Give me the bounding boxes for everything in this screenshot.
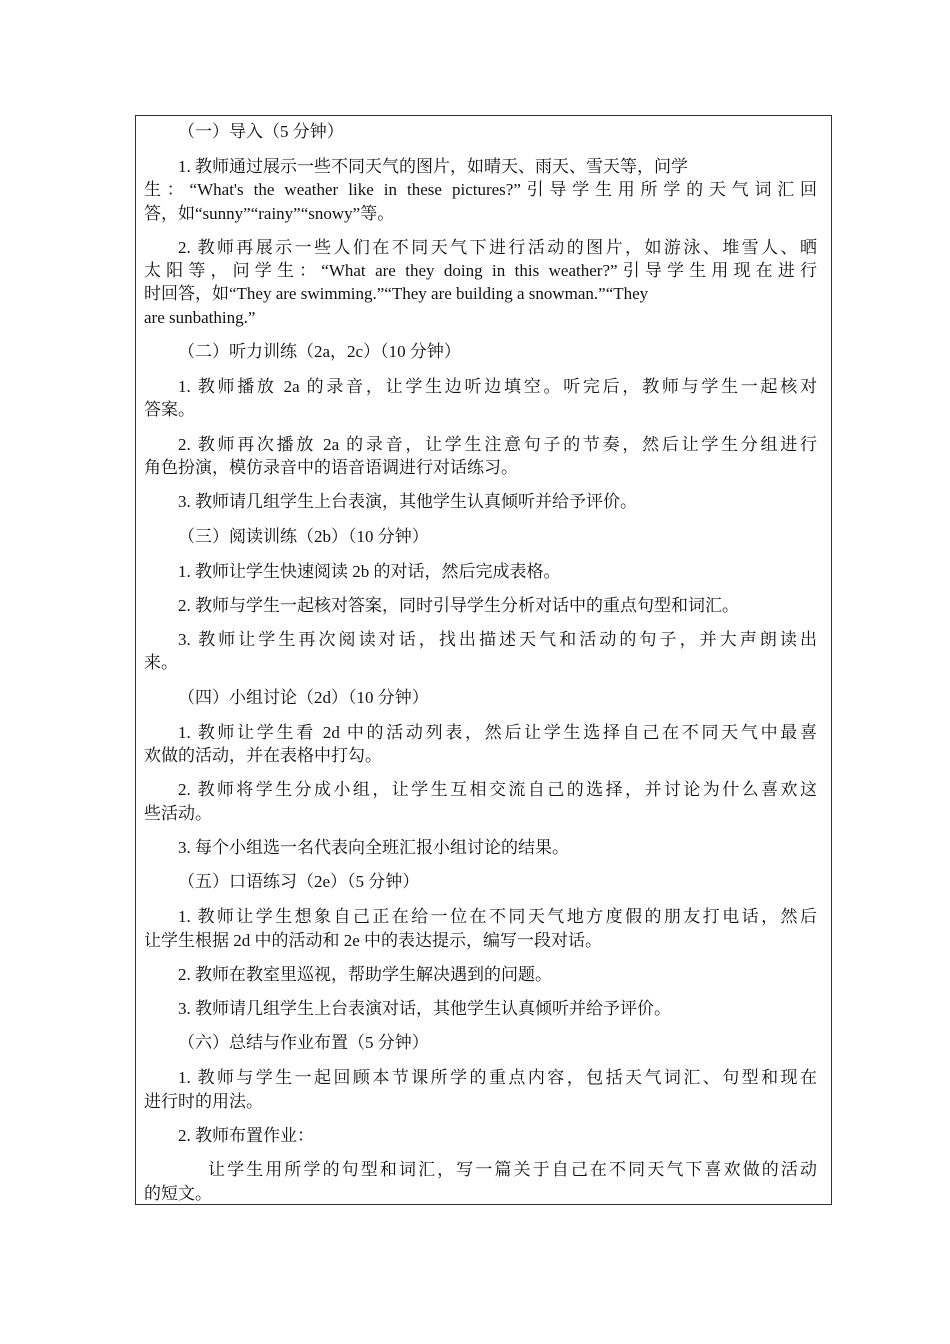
paragraph	[144, 721, 817, 768]
text-line: 角色扮演，模仿录音中的语音语调进行对话练习。	[144, 457, 518, 477]
text-line: 让学生用所学的句型和词汇，写一篇关于自己在不同天气下喜欢做的活动	[208, 1160, 817, 1180]
paragraph	[144, 836, 817, 859]
text-line: 2. 教师在教室里巡视，帮助学生解决遇到的问题。	[178, 964, 552, 984]
paragraph	[144, 1066, 817, 1113]
section-heading: （三）阅读训练（2b）（10 分钟）	[178, 526, 429, 546]
text-line: 来。	[144, 653, 178, 673]
text-line: 答案。	[144, 400, 195, 420]
paragraph	[144, 155, 817, 225]
text-line: 生：“What's the weather like in these pictures?”引导学生用所学的天气词汇回	[144, 180, 817, 200]
text-line: 2. 教师再次播放 2a 的录音，让学生注意句子的节奏，然后让学生分组进行	[178, 434, 817, 454]
text-line: 3. 教师请几组学生上台表演对话，其他学生认真倾听并给予评价。	[178, 999, 671, 1019]
section-heading: （六）总结与作业布置（5 分钟）	[178, 1033, 429, 1053]
paragraph	[144, 433, 817, 480]
section-heading: （一）导入（5 分钟）	[178, 122, 344, 141]
text-line: 时回答，如“They are swimming.”“They are building a snowman.”“They	[144, 284, 649, 304]
paragraph	[144, 997, 817, 1020]
homework-paragraph	[144, 1158, 817, 1205]
text-line: 3. 教师让学生再次阅读对话，找出描述天气和活动的句子，并大声朗读出	[178, 630, 817, 650]
paragraph	[144, 778, 817, 825]
section-heading: （二）听力训练（2a，2c）（10 分钟）	[178, 342, 461, 362]
text-line: 1. 教师让学生想象自己正在给一位在不同天气地方度假的朋友打电话，然后	[178, 907, 817, 927]
text-line: 1. 教师通过展示一些不同天气的图片，如晴天、雨天、雪天等，问学	[178, 157, 688, 176]
text-line: 3. 每个小组选一名代表向全班汇报小组讨论的结果。	[178, 837, 569, 857]
text-line: 让学生根据 2d 中的活动和 2e 中的表达提示，编写一段对话。	[144, 930, 603, 950]
paragraph	[144, 594, 817, 617]
text-line: 欢做的活动，并在表格中打勾。	[144, 746, 382, 766]
text-line: 1. 教师播放 2a 的录音，让学生边听边填空。听完后，教师与学生一起核对	[178, 377, 817, 397]
paragraph	[144, 560, 817, 583]
text-line: 2. 教师与学生一起核对答案，同时引导学生分析对话中的重点句型和词汇。	[178, 595, 739, 615]
text-line: 2. 教师布置作业：	[178, 1126, 314, 1146]
text-line: 1. 教师让学生看 2d 中的活动列表，然后让学生选择自己在不同天气中最喜	[178, 722, 817, 742]
paragraph	[144, 375, 817, 422]
text-line: 2. 教师将学生分成小组，让学生互相交流自己的选择，并讨论为什么喜欢这	[178, 780, 817, 800]
text-line: 些活动。	[144, 803, 212, 823]
text-line: 1. 教师让学生快速阅读 2b 的对话，然后完成表格。	[178, 561, 561, 581]
text-line: 1. 教师与学生一起回顾本节课所学的重点内容，包括天气词汇、句型和现在	[178, 1068, 817, 1088]
text-line: 太阳等，问学生：“What are they doing in this weather?”引导学生用现在进行	[144, 261, 817, 281]
text-line: 的短文。	[144, 1183, 212, 1203]
section-heading: （四）小组讨论（2d）（10 分钟）	[178, 687, 429, 707]
text-line: are sunbathing.”	[144, 307, 256, 327]
text-line: 答，如“sunny”“rainy”“snowy”等。	[144, 203, 395, 223]
lesson-plan-cell	[135, 115, 832, 1205]
text-line: 进行时的用法。	[144, 1091, 263, 1111]
paragraph	[144, 1124, 817, 1147]
paragraph	[144, 905, 817, 952]
paragraph	[144, 236, 817, 329]
text-line: 2. 教师再展示一些人们在不同天气下进行活动的图片，如游泳、堆雪人、晒	[178, 237, 817, 257]
paragraph	[144, 490, 817, 513]
text-line: 3. 教师请几组学生上台表演，其他学生认真倾听并给予评价。	[178, 492, 637, 512]
section-heading: （五）口语练习（2e）（5 分钟）	[178, 872, 420, 892]
paragraph	[144, 963, 817, 986]
paragraph	[144, 628, 817, 675]
